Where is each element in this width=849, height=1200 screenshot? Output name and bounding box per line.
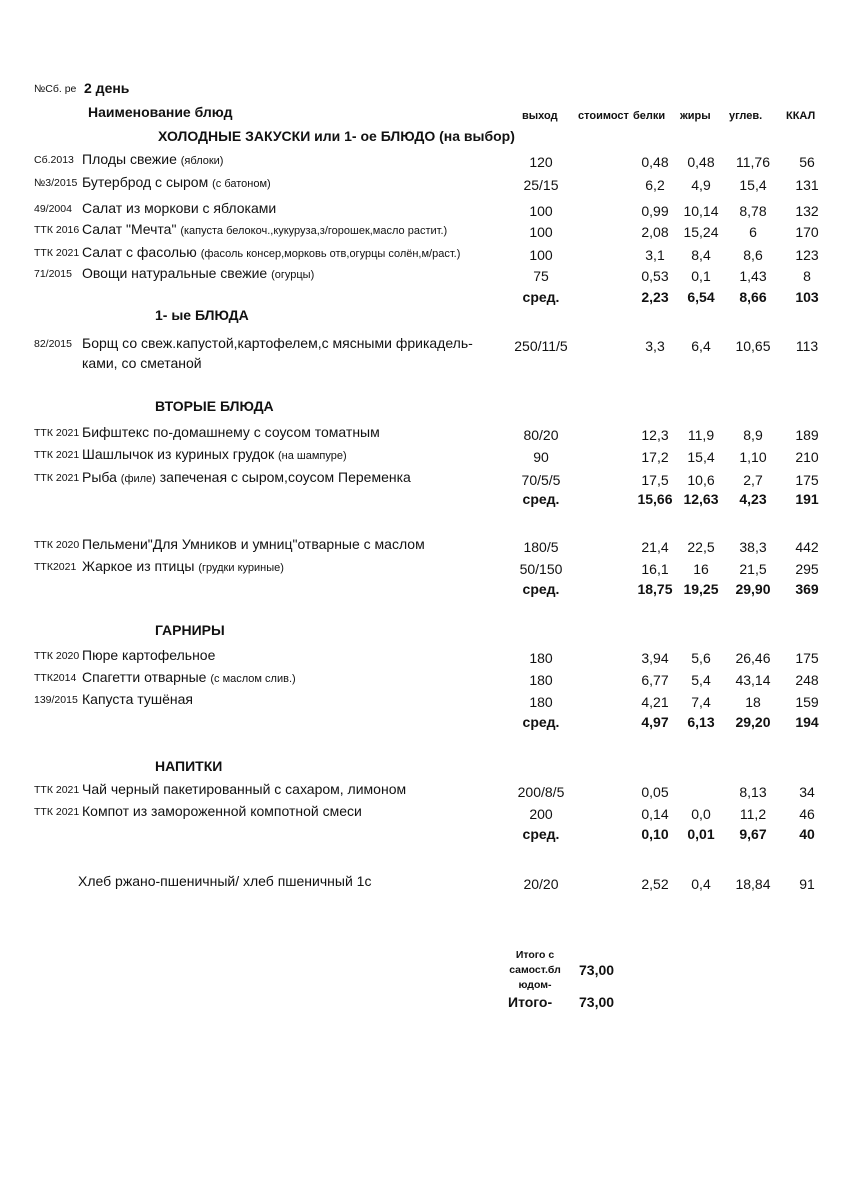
fat-value: 5,6: [691, 650, 711, 666]
fat-value: 0,01: [687, 826, 715, 842]
kcal-value: 210: [795, 449, 819, 465]
total-with-label: [500, 948, 570, 993]
dish-name: [82, 669, 296, 685]
kcal-value: 175: [795, 472, 819, 488]
kcal-value: 34: [799, 784, 815, 800]
carbs-value: 11,76: [736, 154, 770, 170]
yield-value: сред.: [522, 289, 560, 305]
dish-name-text: Шашлычок из куриных грудок: [82, 446, 275, 462]
fat-value: 22,5: [687, 539, 715, 555]
column-header-cost: стоимост: [578, 110, 629, 122]
dish-name-text: Спагетти отварные: [82, 669, 207, 685]
section-title: НАПИТКИ: [155, 758, 223, 774]
protein-value: 0,05: [641, 784, 669, 800]
yield-value: 180: [529, 694, 553, 710]
dish-name-text: Салат "Мечта": [82, 221, 177, 237]
dish-name-text: Рыба: [82, 469, 117, 485]
dish-name-text: Жаркое из птицы: [82, 558, 195, 574]
recipe-code: ТТК2021: [34, 561, 77, 573]
fat-value: 4,9: [691, 177, 711, 193]
kcal-value: 442: [795, 539, 819, 555]
yield-value: 50/150: [519, 561, 563, 577]
carbs-value: 1,10: [739, 449, 767, 465]
yield-value: 80/20: [523, 427, 559, 443]
kcal-value: 8: [803, 268, 811, 284]
carbs-value: 10,65: [735, 338, 771, 354]
dish-name-text: Салат с фасолью: [82, 244, 197, 260]
dish-name: [82, 781, 406, 797]
recipe-code: Сб.2013: [34, 154, 74, 166]
dish-name-continued: ками, со сметаной: [82, 355, 202, 371]
protein-value: 15,66: [637, 491, 673, 507]
fat-value: 0,1: [691, 268, 711, 284]
carbs-value: 8,78: [739, 203, 767, 219]
recipe-code: ТТК 2021: [34, 806, 80, 818]
recipe-code: 49/2004: [34, 203, 72, 215]
recipe-code: ТТК 2016: [34, 224, 80, 236]
kcal-value: 248: [795, 672, 819, 688]
carbs-value: 8,9: [743, 427, 763, 443]
yield-value: 250/11/5: [514, 338, 568, 354]
recipe-code: ТТК 2021: [34, 784, 80, 796]
protein-value: 0,48: [641, 154, 669, 170]
fat-value: 6,13: [687, 714, 715, 730]
yield-value: 200/8/5: [517, 784, 565, 800]
dish-note: (с батоном): [212, 178, 271, 190]
dish-name-text: Компот из замороженной компотной смеси: [82, 803, 362, 819]
dish-name: [82, 424, 380, 440]
kcal-value: 123: [795, 247, 819, 263]
dish-note: (яблоки): [180, 155, 224, 167]
protein-value: 0,10: [641, 826, 669, 842]
yield-value: 180: [529, 672, 553, 688]
section-title: ХОЛОДНЫЕ ЗАКУСКИ или 1- ое БЛЮДО (на выбор): [158, 128, 515, 144]
yield-value: 180: [529, 650, 553, 666]
dish-note: (грудки куриные): [198, 562, 284, 574]
dish-name: [82, 244, 460, 260]
yield-value: 90: [533, 449, 549, 465]
carbs-value: 18,84: [735, 876, 771, 892]
section-title: 1- ые БЛЮДА: [155, 307, 249, 323]
kcal-value: 132: [795, 203, 819, 219]
yield-value: 100: [529, 203, 553, 219]
yield-value: сред.: [522, 826, 560, 842]
total-value: 73,00: [579, 994, 615, 1010]
dish-name: [82, 151, 223, 167]
carbs-value: 2,7: [743, 472, 763, 488]
dish-note: (огурцы): [271, 269, 315, 281]
protein-value: 4,97: [641, 714, 669, 730]
fat-value: 15,4: [687, 449, 715, 465]
column-header-carbs: углев.: [729, 110, 763, 122]
carbs-value: 26,46: [735, 650, 771, 666]
yield-value: 120: [529, 154, 553, 170]
yield-value: 70/5/5: [521, 472, 561, 488]
carbs-value: 6: [749, 224, 757, 240]
protein-value: 0,53: [641, 268, 669, 284]
fat-value: 10,6: [687, 472, 715, 488]
carbs-value: 9,67: [739, 826, 767, 842]
dish-name-text: Салат из моркови с яблоками: [82, 200, 277, 216]
kcal-value: 103: [795, 289, 819, 305]
fat-value: 16: [693, 561, 709, 577]
carbs-value: 8,6: [743, 247, 763, 263]
dish-note: (капуста белокоч.,кукуруза,з/горошек,масло растит.): [180, 225, 448, 237]
day-title: 2 день: [84, 80, 130, 96]
fat-value: 15,24: [683, 224, 719, 240]
protein-value: 0,14: [641, 806, 669, 822]
dish-name-rest: запеченая с сыром,соусом Переменка: [159, 469, 411, 485]
carbs-value: 8,66: [739, 289, 767, 305]
kcal-value: 113: [795, 338, 819, 354]
yield-value: 25/15: [523, 177, 559, 193]
protein-value: 3,94: [641, 650, 669, 666]
dish-name-text: Пюре картофельное: [82, 647, 216, 663]
code-column-label: №Сб. ре: [34, 83, 77, 95]
yield-value: сред.: [522, 581, 560, 597]
dish-name: [82, 446, 347, 462]
dish-name-text: Бифштекс по-домашнему с соусом томатным: [82, 424, 380, 440]
dish-name: [82, 469, 411, 485]
dish-name-text: Бутерброд с сыром: [82, 174, 209, 190]
total-with-label-line: Итого с: [515, 949, 555, 961]
yield-value: сред.: [522, 491, 560, 507]
carbs-value: 29,20: [735, 714, 771, 730]
yield-value: 100: [529, 224, 553, 240]
dish-name-text: Хлеб ржано-пшеничный/ хлеб пшеничный 1с: [78, 873, 372, 889]
carbs-value: 38,3: [739, 539, 767, 555]
dish-name-text: Пельмени"Для Умников и умниц"отварные с маслом: [82, 536, 425, 552]
kcal-value: 295: [795, 561, 819, 577]
recipe-code: ТТК2014: [34, 672, 77, 684]
protein-value: 18,75: [637, 581, 673, 597]
protein-value: 12,3: [641, 427, 669, 443]
fat-value: 0,0: [691, 806, 711, 822]
kcal-value: 46: [799, 806, 815, 822]
fat-value: 8,4: [691, 247, 711, 263]
name-column-header: Наименование блюд: [88, 104, 233, 120]
dish-name: [82, 335, 473, 351]
total-with-value: 73,00: [579, 962, 615, 978]
fat-value: 6,4: [691, 338, 711, 354]
recipe-code: ТТК 2021: [34, 472, 80, 484]
protein-value: 16,1: [641, 561, 669, 577]
kcal-value: 194: [795, 714, 819, 730]
carbs-value: 18: [745, 694, 761, 710]
dish-note: (с маслом слив.): [210, 673, 296, 685]
dish-name: [82, 803, 362, 819]
kcal-value: 40: [799, 826, 815, 842]
dish-name-text: Борщ со свеж.капустой,картофелем,с мясными фрикадель-: [82, 335, 473, 351]
protein-value: 0,99: [641, 203, 669, 219]
dish-name-text: Овощи натуральные свежие: [82, 265, 268, 281]
recipe-code: 71/2015: [34, 268, 72, 280]
total-with-label-line: юдом-: [518, 979, 552, 991]
kcal-value: 189: [795, 427, 819, 443]
dish-name: [82, 647, 215, 663]
yield-value: 75: [533, 268, 549, 284]
fat-value: 0,4: [691, 876, 711, 892]
kcal-value: 369: [795, 581, 819, 597]
dish-name-text: Капуста тушёная: [82, 691, 193, 707]
fat-value: 5,4: [691, 672, 711, 688]
total-label: Итого-: [508, 994, 553, 1010]
dish-name: [82, 536, 425, 552]
recipe-code: 82/2015: [34, 338, 72, 350]
dish-name: [82, 558, 284, 574]
section-title: ВТОРЫЕ БЛЮДА: [155, 398, 274, 414]
fat-value: 12,63: [683, 491, 719, 507]
dish-note: (филе): [120, 473, 156, 485]
dish-note: (на шампуре): [277, 450, 347, 462]
protein-value: 17,5: [641, 472, 669, 488]
kcal-value: 91: [799, 876, 815, 892]
column-header-yield: выход: [522, 110, 558, 122]
protein-value: 2,08: [641, 224, 669, 240]
total-with-label-line: самост.бл: [509, 964, 561, 976]
protein-value: 4,21: [641, 694, 669, 710]
carbs-value: 15,4: [739, 177, 767, 193]
recipe-code: 139/2015: [34, 694, 78, 706]
fat-value: 7,4: [691, 694, 711, 710]
carbs-value: 4,23: [739, 491, 767, 507]
kcal-value: 175: [795, 650, 819, 666]
kcal-value: 131: [795, 177, 819, 193]
dish-note: (фасоль консер,морковь отв,огурцы солён,м/раст.): [200, 248, 461, 260]
protein-value: 21,4: [641, 539, 669, 555]
carbs-value: 43,14: [735, 672, 771, 688]
dish-name: [78, 873, 371, 889]
column-header-protein: белки: [633, 110, 666, 122]
kcal-value: 159: [795, 694, 819, 710]
yield-value: 200: [529, 806, 553, 822]
dish-name: [82, 200, 276, 216]
yield-value: 100: [529, 247, 553, 263]
recipe-code: ТТК 2021: [34, 247, 80, 259]
protein-value: 17,2: [641, 449, 669, 465]
kcal-value: 170: [795, 224, 819, 240]
protein-value: 2,52: [641, 876, 669, 892]
carbs-value: 21,5: [739, 561, 767, 577]
protein-value: 2,23: [641, 289, 669, 305]
dish-name: [82, 221, 447, 237]
recipe-code: ТТК 2020: [34, 539, 80, 551]
column-header-kcal: ККАЛ: [786, 110, 816, 122]
column-header-fat: жиры: [680, 110, 711, 122]
dish-name: [82, 174, 271, 190]
fat-value: 11,9: [687, 427, 715, 443]
kcal-value: 191: [795, 491, 819, 507]
dish-name-text: Чай черный пакетированный с сахаром, лимоном: [82, 781, 407, 797]
dish-name: [82, 691, 193, 707]
recipe-code: ТТК 2021: [34, 449, 80, 461]
yield-value: 20/20: [523, 876, 559, 892]
dish-name: [82, 265, 314, 281]
recipe-code: ТТК 2020: [34, 650, 80, 662]
yield-value: 180/5: [523, 539, 559, 555]
kcal-value: 56: [799, 154, 815, 170]
fat-value: 0,48: [687, 154, 715, 170]
section-title: ГАРНИРЫ: [155, 622, 225, 638]
recipe-code: ТТК 2021: [34, 427, 80, 439]
fat-value: 6,54: [687, 289, 715, 305]
recipe-code: №3/2015: [34, 177, 78, 189]
protein-value: 6,2: [645, 177, 665, 193]
fat-value: 10,14: [683, 203, 719, 219]
protein-value: 3,3: [645, 338, 665, 354]
yield-value: сред.: [522, 714, 560, 730]
carbs-value: 1,43: [739, 268, 767, 284]
protein-value: 3,1: [645, 247, 665, 263]
fat-value: 19,25: [683, 581, 719, 597]
carbs-value: 11,2: [739, 806, 767, 822]
carbs-value: 29,90: [735, 581, 771, 597]
carbs-value: 8,13: [739, 784, 767, 800]
protein-value: 6,77: [641, 672, 669, 688]
dish-name-text: Плоды свежие: [82, 151, 177, 167]
